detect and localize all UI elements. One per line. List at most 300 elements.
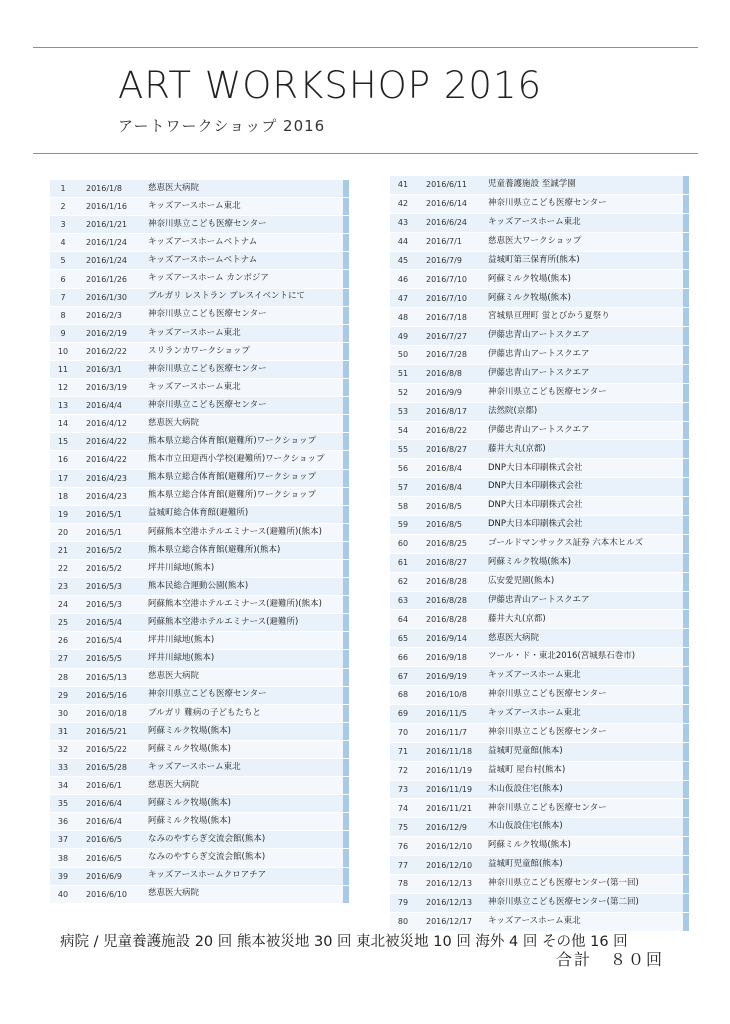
row-place: キッズアースホームクロアチア [148, 870, 267, 881]
row-number: 37 [57, 835, 69, 845]
row-accent-bar [683, 913, 689, 931]
row-accent-bar [683, 856, 689, 874]
row-number: 24 [57, 600, 69, 610]
row-accent-bar [343, 868, 349, 885]
row-date: 2016/6/24 [426, 218, 468, 228]
row-number: 34 [57, 781, 69, 791]
row-date: 2016/3/1 [86, 364, 122, 374]
row-place: 法然院(京都) [488, 405, 538, 416]
row-date: 2016/5/13 [86, 672, 128, 682]
row-place: 神奈川県立こども医療センター(第一回) [488, 878, 639, 889]
row-date: 2016/1/30 [86, 292, 128, 302]
row-accent-bar [683, 195, 689, 213]
row-accent-bar [343, 234, 349, 251]
row-place: ツール・ド・東北2016(宮城県石巻市) [488, 651, 636, 662]
row-accent-bar [343, 650, 349, 667]
table-row [50, 705, 349, 723]
row-accent-bar [343, 813, 349, 830]
row-number: 40 [57, 889, 69, 899]
row-number: 77 [397, 860, 409, 870]
row-number: 29 [57, 690, 69, 700]
row-date: 2016/9/19 [426, 671, 468, 681]
row-accent-bar [683, 592, 689, 610]
table-row [50, 234, 349, 252]
table-row [390, 781, 689, 800]
row-date: 2016/1/24 [86, 256, 128, 266]
row-accent-bar [683, 799, 689, 817]
row-accent-bar [683, 705, 689, 723]
row-date: 2016/2/19 [86, 328, 128, 338]
table-row [50, 397, 349, 415]
row-number: 32 [57, 744, 69, 754]
table-row [50, 723, 349, 741]
row-date: 2016/11/19 [426, 784, 473, 794]
row-accent-bar [683, 837, 689, 855]
row-number: 44 [397, 237, 409, 247]
row-accent-bar [343, 849, 349, 866]
row-place: 木山仮設住宅(熊本) [488, 821, 563, 832]
table-row [390, 252, 689, 271]
row-accent-bar [343, 488, 349, 505]
row-place: 益城町児童館(熊本) [488, 859, 563, 870]
row-accent-bar [683, 743, 689, 761]
row-number: 22 [57, 564, 69, 574]
row-accent-bar [343, 777, 349, 794]
row-accent-bar [683, 497, 689, 515]
row-place: なみのやすらぎ交流会館(熊本) [148, 852, 266, 863]
row-accent-bar [683, 176, 689, 194]
row-date: 2016/8/17 [426, 407, 468, 417]
row-accent-bar [683, 365, 689, 383]
table-row [390, 516, 689, 535]
row-accent-bar [683, 724, 689, 742]
row-accent-bar [343, 270, 349, 287]
row-number: 6 [60, 274, 66, 284]
row-date: 2016/7/18 [426, 312, 468, 322]
row-place: 阿蘇ミルク牧場(熊本) [148, 743, 231, 754]
row-date: 2016/5/1 [86, 527, 122, 537]
row-date: 2016/2/22 [86, 346, 128, 356]
row-accent-bar [343, 669, 349, 686]
row-place: 藤井大丸(京都) [488, 443, 546, 454]
row-place: 神奈川県立こども医療センター [488, 802, 607, 813]
row-date: 2016/8/28 [426, 577, 468, 587]
row-date: 2016/6/10 [86, 889, 128, 899]
row-number: 49 [397, 331, 409, 341]
row-number: 51 [397, 369, 409, 379]
row-place: キッズアースホーム東北 [488, 670, 581, 681]
table-row [50, 741, 349, 759]
total-text: 合計 ８０回 [556, 950, 665, 969]
table-row [50, 343, 349, 361]
row-number: 74 [397, 803, 409, 813]
row-number: 46 [397, 274, 409, 284]
row-date: 2016/1/8 [86, 184, 122, 194]
row-number: 73 [397, 784, 409, 794]
table-row [390, 705, 689, 724]
row-place: キッズアースホーム東北 [148, 327, 241, 338]
row-place: DNP大日本印刷株式会社 [488, 519, 583, 530]
row-accent-bar [343, 614, 349, 631]
row-number: 12 [57, 383, 69, 393]
row-place: 慈恵医大病院 [148, 671, 200, 682]
row-accent-bar [683, 327, 689, 345]
row-date: 2016/9/18 [426, 652, 468, 662]
row-place: 神奈川県立こども医療センター [488, 198, 607, 209]
table-row [50, 289, 349, 307]
row-place: 広安愛児園(熊本) [488, 575, 555, 586]
row-accent-bar [683, 573, 689, 591]
table-row [390, 459, 689, 478]
row-accent-bar [343, 180, 349, 197]
row-date: 2016/6/5 [86, 835, 122, 845]
row-accent-bar [683, 516, 689, 534]
row-accent-bar [683, 762, 689, 780]
row-date: 2016/7/10 [426, 274, 468, 284]
row-place: 阿蘇ミルク牧場(熊本) [148, 797, 231, 808]
row-date: 2016/8/25 [426, 539, 468, 549]
row-place: ブルガリ レストラン プレスイベントにて [148, 291, 306, 302]
row-date: 2016/1/21 [86, 220, 128, 230]
row-number: 2 [60, 202, 66, 212]
row-accent-bar [683, 252, 689, 270]
table-row [50, 451, 349, 469]
table-row [390, 270, 689, 289]
row-accent-bar [343, 198, 349, 215]
row-number: 53 [397, 407, 409, 417]
row-place: 坪井川緑地(熊本) [148, 653, 215, 664]
top-rule [33, 47, 698, 48]
row-place: 熊本民総合運動公園(熊本) [148, 580, 249, 591]
row-number: 56 [397, 463, 409, 473]
row-number: 8 [60, 310, 66, 320]
row-number: 69 [397, 709, 409, 719]
row-place: 阿蘇ミルク牧場(熊本) [488, 840, 571, 851]
row-place: 児童養護施設 至誠学園 [488, 179, 576, 190]
row-number: 58 [397, 501, 409, 511]
row-number: 27 [57, 654, 69, 664]
row-date: 2016/8/27 [426, 558, 468, 568]
table-row [50, 252, 349, 270]
row-accent-bar [343, 524, 349, 541]
row-place: 神奈川県立こども医療センター [488, 727, 607, 738]
row-accent-bar [343, 795, 349, 812]
row-number: 76 [397, 841, 409, 851]
row-date: 2016/3/19 [86, 383, 128, 393]
table-row [390, 686, 689, 705]
row-number: 31 [57, 726, 69, 736]
row-accent-bar [683, 214, 689, 232]
table-row [50, 849, 349, 867]
row-date: 2016/8/28 [426, 596, 468, 606]
row-date: 2016/6/4 [86, 817, 122, 827]
row-accent-bar [683, 270, 689, 288]
row-date: 2016/8/27 [426, 444, 468, 454]
row-number: 30 [57, 708, 69, 718]
table-row [50, 596, 349, 614]
row-accent-bar [343, 415, 349, 432]
row-date: 2016/1/24 [86, 238, 128, 248]
row-accent-bar [343, 433, 349, 450]
row-date: 2016/12/10 [426, 860, 473, 870]
table-row [390, 837, 689, 856]
row-number: 72 [397, 766, 409, 776]
row-accent-bar [683, 440, 689, 458]
row-place: 益城町 屋台村(熊本) [488, 764, 566, 775]
row-accent-bar [343, 289, 349, 306]
row-number: 54 [397, 426, 409, 436]
row-place: 伊藤忠青山アートスクエア [488, 330, 590, 341]
table-row [50, 379, 349, 397]
row-place: 熊本県立総合体育館(避難所)ワークショップ [148, 472, 316, 483]
row-accent-bar [343, 252, 349, 269]
row-place: 伊藤忠青山アートスクエア [488, 349, 590, 360]
table-row [390, 554, 689, 573]
row-place: 木山仮設住宅(熊本) [488, 783, 563, 794]
row-date: 2016/9/9 [426, 388, 462, 398]
row-number: 7 [60, 292, 66, 302]
table-row [390, 894, 689, 913]
row-place: 宮城県亘理町 蛍とびかう夏祭り [488, 311, 610, 322]
table-row [390, 667, 689, 686]
table-row [50, 560, 349, 578]
table-row [390, 478, 689, 497]
table-row [390, 308, 689, 327]
row-accent-bar [343, 216, 349, 233]
table-row [50, 433, 349, 451]
table-row [50, 325, 349, 343]
row-number: 43 [397, 218, 409, 228]
row-number: 78 [397, 879, 409, 889]
table-row [50, 650, 349, 668]
row-date: 2016/5/1 [86, 509, 122, 519]
row-date: 2016/12/13 [426, 898, 473, 908]
row-accent-bar [683, 629, 689, 647]
table-row [390, 724, 689, 743]
row-date: 2016/5/3 [86, 582, 122, 592]
table-row [390, 289, 689, 308]
row-number: 33 [57, 763, 69, 773]
table-row [390, 535, 689, 554]
row-number: 25 [57, 618, 69, 628]
row-place: 阿蘇ミルク牧場(熊本) [488, 557, 571, 567]
row-number: 75 [397, 822, 409, 832]
row-number: 4 [60, 238, 66, 248]
row-accent-bar [683, 478, 689, 496]
row-accent-bar [343, 831, 349, 848]
table-row [50, 759, 349, 777]
row-accent-bar [343, 361, 349, 378]
row-number: 5 [60, 256, 66, 266]
table-row [390, 875, 689, 894]
row-number: 15 [57, 437, 69, 447]
row-number: 48 [397, 312, 409, 322]
row-accent-bar [343, 506, 349, 523]
row-accent-bar [683, 781, 689, 799]
row-place: 慈恵医大病院 [148, 418, 200, 429]
row-place: 阿蘇熊本空港ホテルエミナース(避難所)(熊本) [148, 598, 322, 609]
row-date: 2016/11/21 [426, 803, 473, 813]
row-accent-bar [343, 578, 349, 595]
row-date: 2016/4/22 [86, 455, 128, 465]
row-accent-bar [683, 459, 689, 477]
table-row [390, 233, 689, 252]
row-place: キッズアースホーム東北 [488, 708, 581, 719]
row-date: 2016/9/14 [426, 633, 468, 643]
row-number: 47 [397, 293, 409, 303]
row-place: DNP大日本印刷株式会社 [488, 500, 583, 511]
row-date: 2016/5/4 [86, 636, 122, 646]
row-date: 2016/8/5 [426, 501, 462, 511]
table-row [390, 440, 689, 459]
table-row [50, 180, 349, 198]
table-row [390, 592, 689, 611]
row-accent-bar [683, 667, 689, 685]
row-date: 2016/4/12 [86, 419, 128, 429]
row-place: キッズアースホーム東北 [488, 216, 581, 227]
table-row [390, 856, 689, 875]
row-accent-bar [683, 308, 689, 326]
row-number: 18 [57, 491, 69, 501]
row-date: 2016/7/9 [426, 256, 462, 265]
row-date: 2016/11/19 [426, 766, 473, 776]
row-accent-bar [683, 233, 689, 251]
table-row [50, 795, 349, 813]
row-date: 2016/8/4 [426, 482, 462, 492]
row-number: 70 [397, 728, 409, 738]
table-row [390, 403, 689, 422]
row-accent-bar [343, 560, 349, 577]
row-number: 10 [57, 346, 69, 356]
row-number: 45 [397, 256, 409, 265]
row-number: 63 [397, 596, 409, 606]
row-accent-bar [683, 554, 689, 572]
row-place: 神奈川県立こども医療センター [148, 689, 267, 700]
row-place: ゴールドマンサックス証券 六本木ヒルズ [488, 538, 644, 549]
row-place: 阿蘇熊本空港ホテルエミナース(避難所) [148, 617, 299, 628]
row-accent-bar [343, 705, 349, 722]
row-number: 66 [397, 652, 409, 662]
row-place: 阿蘇熊本空港ホテルエミナース(避難所)(熊本) [148, 526, 322, 537]
row-date: 2016/7/28 [426, 350, 468, 360]
table-row [390, 629, 689, 648]
row-place: キッズアースホーム東北 [148, 381, 241, 392]
row-place: DNP大日本印刷株式会社 [488, 481, 583, 492]
table-row [390, 365, 689, 384]
table-row [390, 422, 689, 441]
table-row [390, 648, 689, 667]
row-date: 2016/6/14 [426, 199, 468, 209]
table-row [50, 488, 349, 506]
row-number: 68 [397, 690, 409, 700]
table-row [390, 346, 689, 365]
row-number: 57 [397, 482, 409, 492]
row-place: 阿蘇ミルク牧場(熊本) [488, 292, 571, 303]
table-row [390, 214, 689, 233]
row-place: キッズアースホームベトナム [148, 237, 258, 248]
row-accent-bar [343, 687, 349, 704]
row-number: 16 [57, 455, 69, 465]
row-date: 2016/10/8 [426, 690, 468, 700]
row-place: 坪井川緑地(熊本) [148, 562, 215, 573]
row-date: 2016/5/22 [86, 744, 128, 754]
table-row [390, 743, 689, 762]
row-number: 52 [397, 388, 409, 398]
row-date: 2016/6/9 [86, 871, 122, 881]
row-accent-bar [683, 648, 689, 666]
row-place: 阿蘇ミルク牧場(熊本) [148, 725, 231, 736]
row-place: 慈恵医大病院 [488, 632, 540, 643]
row-place: スリランカワークショップ [148, 345, 250, 356]
row-place: 熊本市立田迎西小学校(避難所)ワークショップ [148, 454, 325, 465]
row-number: 67 [397, 671, 409, 681]
table-row [50, 687, 349, 705]
page-title: ART WORKSHOP 2016 [118, 64, 543, 107]
row-place: 熊本県立総合体育館(避難所)(熊本) [148, 544, 281, 555]
row-number: 11 [57, 364, 69, 374]
table-row [50, 415, 349, 433]
row-number: 13 [57, 401, 69, 411]
table-row [50, 524, 349, 542]
table-row [50, 270, 349, 288]
row-number: 23 [57, 582, 69, 592]
table-row [50, 542, 349, 560]
row-place: キッズアースホーム東北 [148, 761, 241, 772]
row-accent-bar [343, 723, 349, 740]
row-date: 2016/12/17 [426, 917, 473, 927]
row-date: 2016/7/10 [426, 293, 468, 303]
row-number: 79 [397, 898, 409, 908]
table-row [390, 610, 689, 629]
row-place: DNP大日本印刷株式会社 [488, 462, 583, 473]
row-number: 17 [57, 473, 69, 483]
row-place: 益城町第三保育所(熊本) [488, 254, 580, 265]
row-place: 伊藤忠青山アートスクエア [488, 594, 590, 605]
row-accent-bar [683, 289, 689, 307]
row-accent-bar [343, 542, 349, 559]
row-number: 55 [397, 444, 409, 454]
row-date: 2016/8/4 [426, 463, 462, 473]
row-date: 2016/6/4 [86, 799, 122, 809]
table-row [50, 578, 349, 596]
table-row [390, 497, 689, 516]
row-date: 2016/4/22 [86, 437, 128, 447]
row-place: 伊藤忠青山アートスクエア [488, 424, 590, 435]
table-row [390, 176, 689, 195]
table-row [390, 799, 689, 818]
row-date: 2016/1/26 [86, 274, 128, 284]
row-accent-bar [683, 403, 689, 421]
row-accent-bar [343, 307, 349, 324]
row-date: 2016/5/28 [86, 763, 128, 773]
table-row [50, 361, 349, 379]
row-accent-bar [343, 632, 349, 649]
row-date: 2016/12/10 [426, 841, 473, 851]
row-place: 慈恵医大病院 [148, 779, 200, 790]
row-accent-bar [343, 451, 349, 468]
row-date: 2016/11/7 [426, 728, 468, 738]
row-date: 2016/8/5 [426, 520, 462, 530]
row-place: 神奈川県立こども医療センター [148, 363, 267, 374]
table-row [50, 669, 349, 687]
table-row [50, 216, 349, 234]
row-accent-bar [343, 325, 349, 342]
row-place: キッズアースホームベトナム [148, 255, 258, 266]
row-number: 19 [57, 509, 69, 519]
row-place: 神奈川県立こども医療センター [148, 309, 267, 320]
table-row [50, 777, 349, 795]
row-number: 65 [397, 633, 409, 643]
